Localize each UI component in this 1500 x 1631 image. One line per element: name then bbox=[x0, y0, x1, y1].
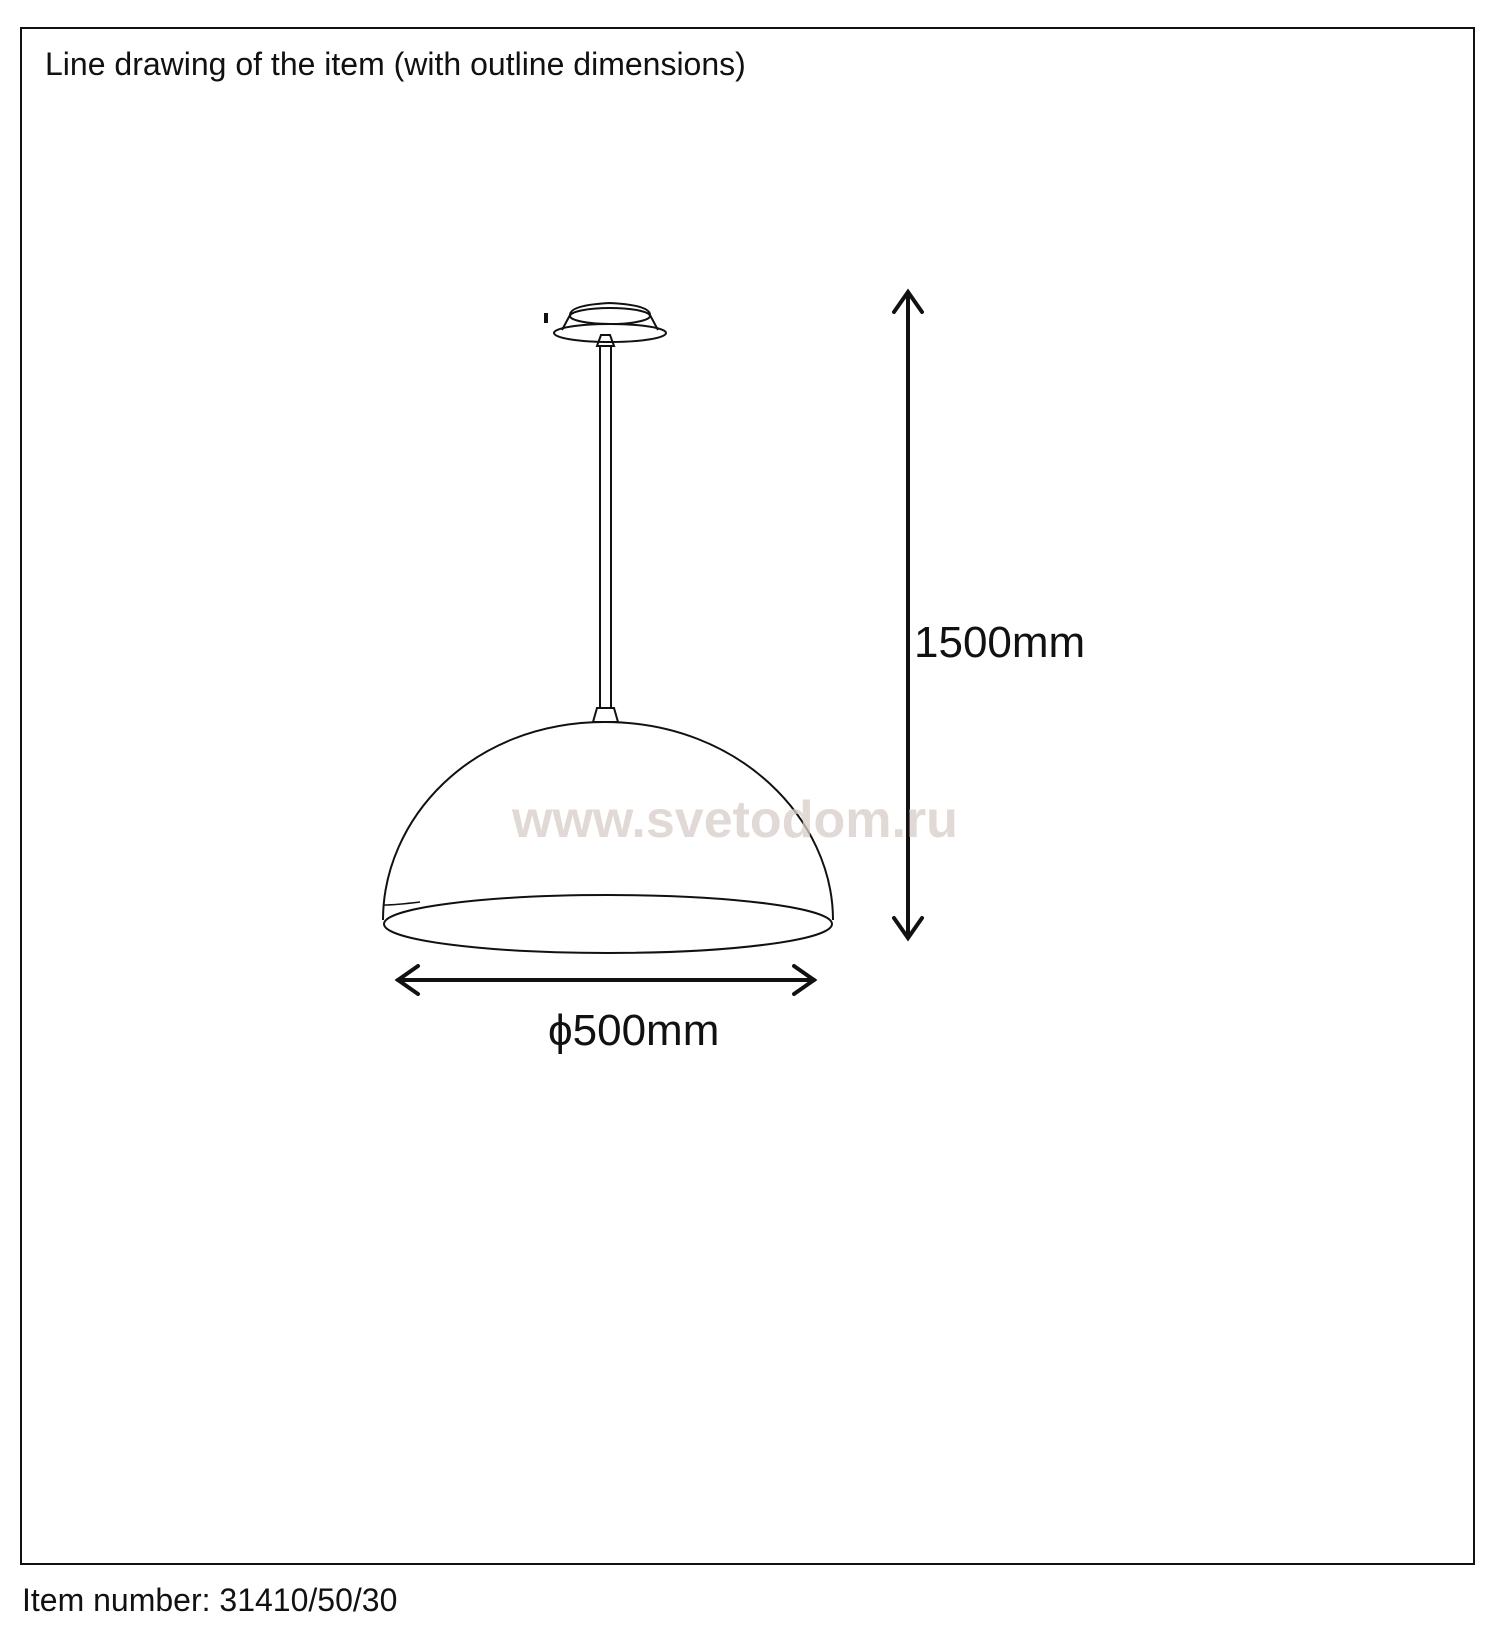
diameter-dimension-arrow bbox=[398, 966, 814, 994]
diameter-dimension-label: ϕ500mm bbox=[548, 1006, 720, 1055]
ceiling-canopy bbox=[546, 303, 666, 342]
height-dimension-label: 1500mm bbox=[914, 618, 1086, 667]
suspension-cable bbox=[593, 335, 618, 722]
item-number: Item number: 31410/50/30 bbox=[22, 1582, 398, 1618]
page-title: Line drawing of the item (with outline dimensions) bbox=[45, 46, 746, 82]
watermark-text: www.svetodom.ru bbox=[512, 791, 958, 849]
